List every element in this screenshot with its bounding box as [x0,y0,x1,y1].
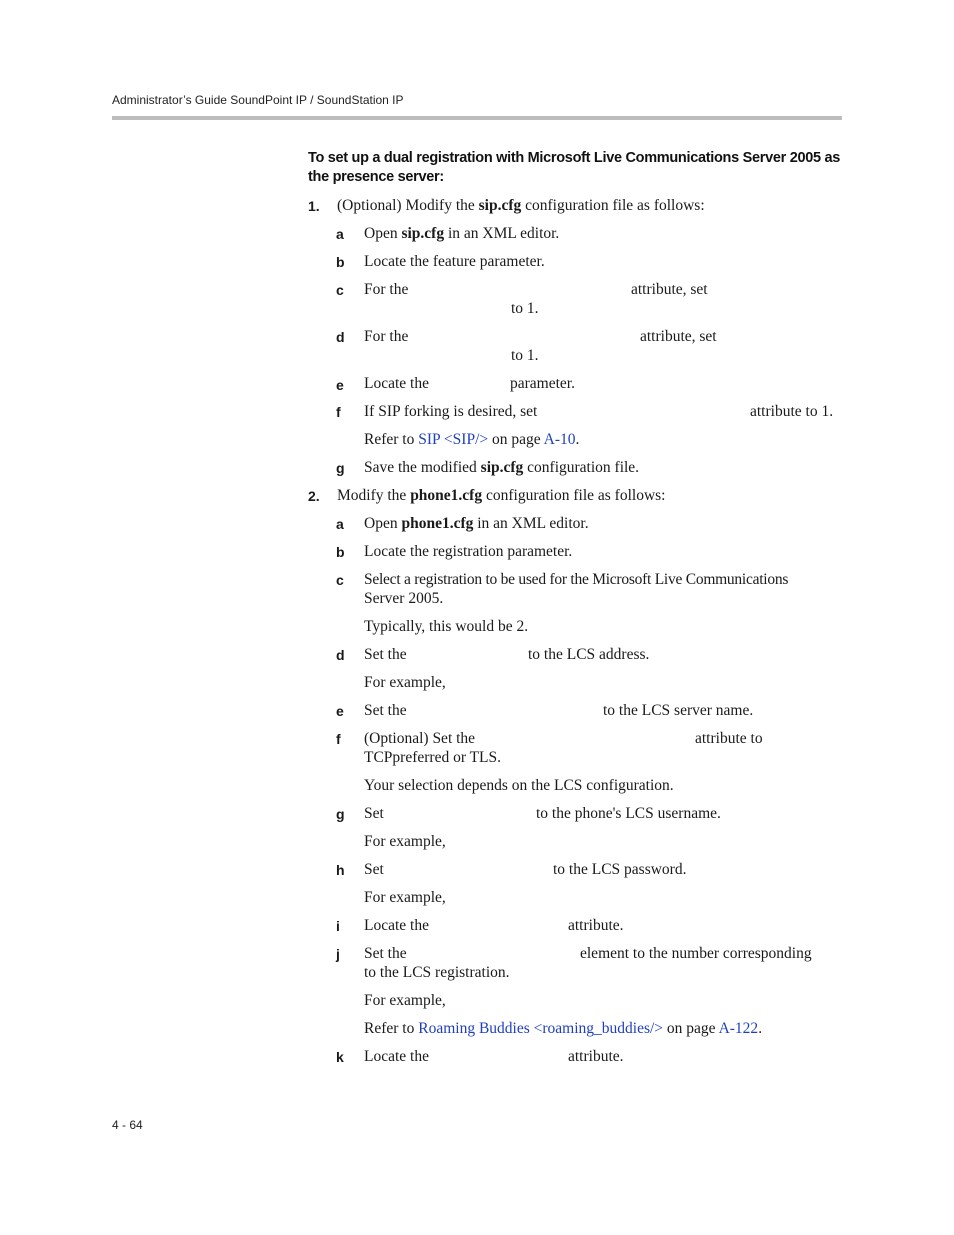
substep-letter: j [336,946,340,962]
step-2h-note: For example, [364,889,446,906]
substep-letter: a [336,516,344,532]
step-2d-text-2: to the LCS address. [528,646,650,663]
step-2h-text-2: to the LCS password. [553,861,687,878]
substep-letter: h [336,862,345,878]
step-2k-text-2: attribute. [568,1048,624,1065]
step-2i-text-1: Locate the [364,917,429,934]
step-1d-text-2: attribute, set [640,328,717,345]
step-1c-text-2: attribute, set [631,281,708,298]
substep-letter: g [336,806,345,822]
step-2a-text: Open phone1.cfg in an XML editor. [364,515,589,532]
step-1-text: (Optional) Modify the sip.cfg configuration file as follows: [337,197,705,214]
step-1b-text: Locate the feature parameter. [364,253,545,270]
step-1e-text-1: Locate the [364,375,429,392]
substep-letter: g [336,460,345,476]
step-2f-text-3: TCPpreferred or TLS. [364,749,502,766]
substep-letter: b [336,254,345,270]
substep-letter: a [336,226,344,242]
step-2-text: Modify the phone1.cfg configuration file as follows: [337,487,666,504]
step-2j-note: For example, [364,992,446,1009]
step-2d-text-1: Set the [364,646,407,663]
step-1f-text-1: If SIP forking is desired, set [364,403,538,420]
step-2j-text-3: to the LCS registration. [364,964,510,981]
step-2d-note: For example, [364,674,446,691]
step-2e-text-1: Set the [364,702,407,719]
step-2j-text-2: element to the number corresponding [580,945,812,962]
page-a122-link[interactable]: A-122 [718,1020,759,1037]
roaming-buddies-link[interactable]: Roaming Buddies <roaming_buddies/> [418,1020,664,1037]
substep-letter: d [336,329,345,345]
step-2f-text-1: (Optional) Set the [364,730,476,747]
step-2j-text-1: Set the [364,945,407,962]
step-2g-note: For example, [364,833,446,850]
step-2h-text-1: Set [364,861,384,878]
step-2c-note: Typically, this would be 2. [364,618,529,635]
substep-letter: b [336,544,345,560]
step-1f-text-2: attribute to 1. [750,403,834,420]
step-2j-reference: Refer to Roaming Buddies <roaming_buddies/> on page A-122. [364,1020,763,1037]
substep-letter: d [336,647,345,663]
step-2f-note: Your selection depends on the LCS configuration. [364,777,674,794]
step-2c-text-2: Server 2005. [364,590,444,607]
substep-letter: k [336,1049,344,1065]
substep-letter: e [336,703,344,719]
step-2c-text-1: Select a registration to be used for the Microsoft Live Communications [364,571,789,588]
page-number: 4 - 64 [112,1118,143,1132]
step-2e-text-2: to the LCS server name. [603,702,754,719]
step-number-1: 1. [308,198,320,214]
substep-letter: f [336,731,341,747]
page-a10-link[interactable]: A-10 [543,431,576,448]
step-2f-text-2: attribute to [695,730,763,747]
substep-letter: i [336,918,340,934]
substep-letter: c [336,282,344,298]
substep-letter: e [336,377,344,393]
step-1e-text-2: parameter. [510,375,575,392]
sip-reference-link[interactable]: SIP <SIP/> [418,431,489,448]
substep-letter: c [336,572,344,588]
step-1c-text-3: to 1. [511,300,539,317]
step-2g-text-1: Set [364,805,384,822]
step-2i-text-2: attribute. [568,917,624,934]
step-2g-text-2: to the phone's LCS username. [536,805,721,822]
step-1c-text-1: For the [364,281,409,298]
step-1d-text-1: For the [364,328,409,345]
step-1g-text: Save the modified sip.cfg configuration file. [364,459,640,476]
step-2k-text-1: Locate the [364,1048,429,1065]
step-1f-reference: Refer to SIP <SIP/> on page A-10. [364,431,580,448]
substep-letter: f [336,404,341,420]
running-header: Administrator’s Guide SoundPoint IP / SoundStation IP [112,93,404,107]
step-2b-text: Locate the registration parameter. [364,543,573,560]
step-1a-text: Open sip.cfg in an XML editor. [364,225,560,242]
procedure-heading: To set up a dual registration with Microsoft Live Communications Server 2005 as the presence server: [308,150,841,185]
step-1d-text-3: to 1. [511,347,539,364]
header-divider [112,116,842,120]
step-number-2: 2. [308,488,320,504]
